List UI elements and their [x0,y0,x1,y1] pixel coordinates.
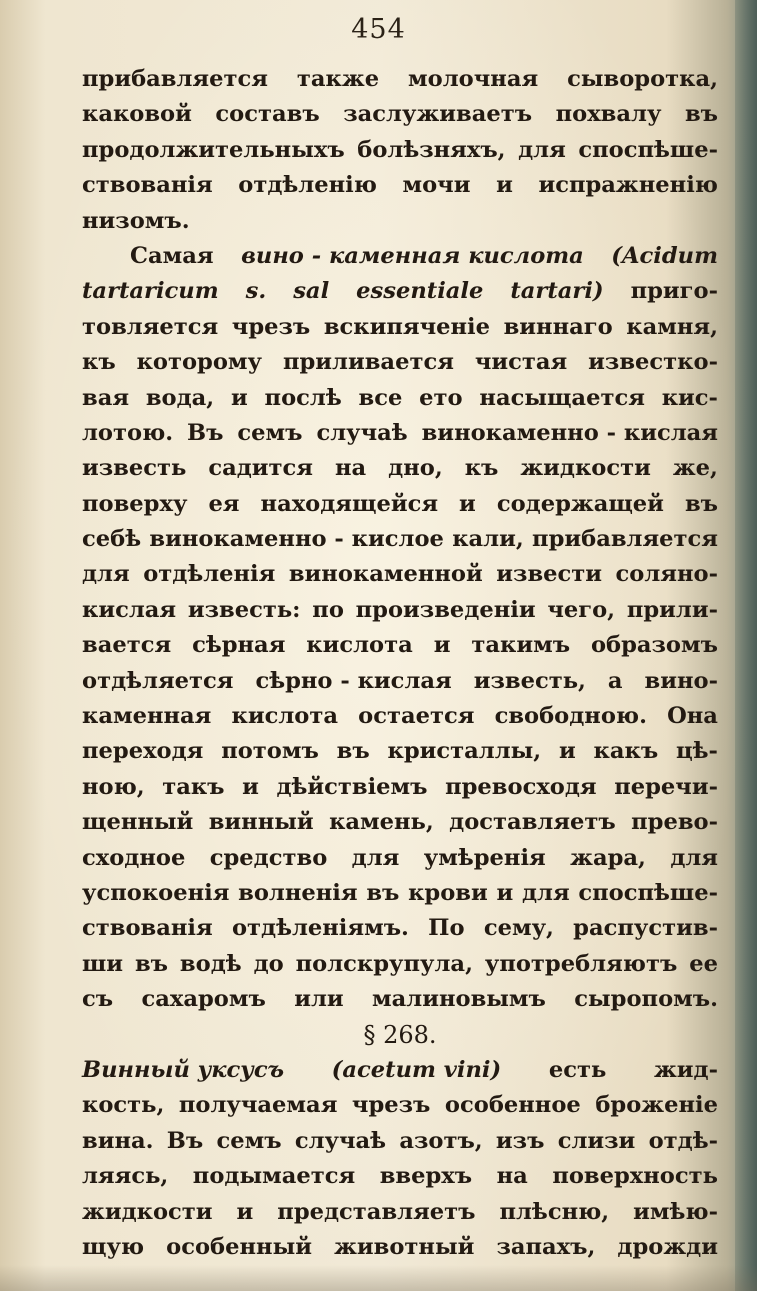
text-line: къ которому приливается чистая известко- [82,349,718,376]
text-line: съ сахаромъ или малиновымъ сыропомъ. [82,986,718,1013]
text-line: себѣ винокаменно - кислое кали, прибавляется [82,526,718,553]
section-heading: § 268. [363,1020,437,1049]
text-line: успокоенія волненія въ крови и для споспѣше- [82,879,718,906]
body-text [82,62,718,1265]
text-line: Винный уксусъ (acetum vini) есть жид- [82,1056,718,1083]
text-line: известь садится на дно, къ жидкости же, [82,455,718,482]
text-line: ствованія отдѣленію мочи и испражненію [82,172,718,199]
text-line: поверху ея находящейся и содержащей въ [82,490,718,517]
page-bottom-shadow [0,1265,757,1291]
text-line: щую особенный животный запахъ, дрожди [82,1233,718,1260]
text-line: лотою. Въ семъ случаѣ винокаменно - кислая [82,419,718,446]
text-line: щенный винный камень, доставляетъ прево- [82,809,718,836]
text-line: ствованія отдѣленіямъ. По сему, распустив- [82,915,718,942]
text-line: ши въ водѣ до полскрупула, употребляютъ ее [82,950,718,977]
text-line: кислая известь: по произведеніи чего, прили- [82,596,718,623]
page-edge-shadow [735,0,757,1291]
text-line: продолжительныхъ болѣзняхъ, для споспѣше- [82,136,718,163]
page-number: 454 [351,14,406,45]
text-line: ною, такъ и дѣйствіемъ превосходя перечи- [82,773,718,800]
text-line: жидкости и представляетъ плѣсню, имѣю- [82,1198,718,1225]
text-line: кость, получаемая чрезъ особенное броженіе [82,1092,718,1119]
text-line: переходя потомъ въ кристаллы, и какъ цѣ- [82,738,718,765]
text-line: для отдѣленія винокаменной извести соляно- [82,561,718,588]
text-line: отдѣляется сѣрно - кислая известь, а вино- [82,667,718,694]
text-line: низомъ. [82,207,190,234]
text-line: вается сѣрная кислота и такимъ образомъ [82,632,718,659]
text-line: каменная кислота остается свободною. Она [82,703,718,730]
text-line: вая вода, и послѣ все ето насыщается кис- [82,384,718,411]
text-line: сходное средство для умѣренія жара, для [82,844,718,871]
text-line: tartaricum s. sal essentiale tartari) приго- [82,278,718,305]
text-line: ляясь, подымается вверхъ на поверхность [82,1163,718,1190]
text-line: товляется чрезъ вскипяченіе виннаго камня, [82,313,718,340]
text-line: вина. Въ семъ случаѣ азотъ, изъ слизи отдѣ- [82,1127,718,1154]
text-line: прибавляется также молочная сыворотка, [82,66,718,92]
text-line: каковой составъ заслуживаетъ похвалу въ [82,101,718,128]
text-line: Самая вино - каменная кислота (Acidum [130,242,718,269]
